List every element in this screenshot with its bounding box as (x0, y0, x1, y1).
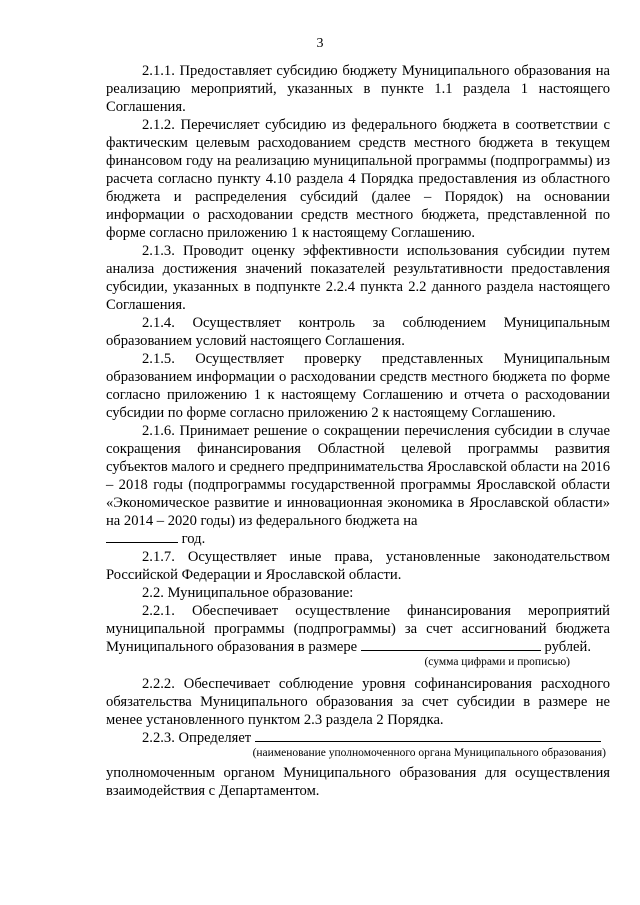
paragraph-2-2: 2.2. Муниципальное образование: (142, 585, 354, 601)
amount-caption: (сумма цифрами и прописью) (424, 656, 570, 668)
paragraph-2-1-2: 2.1.2. Перечисляет субсидию из федерального бюджета в соответствии с фактическим целевым расходованием средств местного бюджета в текущем финансовом году на реализацию муниципальной программы (подпрограммы) из расчета согласно пункту 4.10 раздела 4 Порядка предоставления из областного бюджета и распределения субсидий (далее – Порядок) на основании информации о расходовании средств местного бюджета, представленной по форме согласно приложению 1 к настоящему Соглашению. (106, 117, 610, 241)
paragraph-2-2-1-text: 2.2.1. Обеспечивает осуществление финансирования мероприятий муниципальной программы (подпрограммы) за счет ассигнований бюджета Муниципального образования в размере (106, 603, 610, 655)
year-blank-line (106, 530, 178, 543)
paragraph-2-2-3-continued: уполномоченным органом Муниципального образования для осуществления взаимодействия с Департаментом. (106, 765, 610, 799)
authority-blank-line (255, 729, 601, 742)
amount-blank-line (361, 638, 541, 651)
document-body (106, 62, 610, 800)
paragraph-2-1-3: 2.1.3. Проводит оценку эффективности использования субсидии путем анализа достижения значений показателей результативности предоставления субсидии, указанных в подпункте 2.2.4 пункта 2.2 данного раздела настоящего Соглашения. (106, 243, 610, 313)
paragraph-2-1-7: 2.1.7. Осуществляет иные права, установленные законодательством Российской Федерации и Ярославской области. (106, 549, 610, 583)
paragraph-2-1-6-tail: год. (181, 531, 206, 547)
page-number: 3 (316, 36, 324, 51)
paragraph-2-1-4: 2.1.4. Осуществляет контроль за соблюдением Муниципальным образованием условий настоящего Соглашения. (106, 315, 610, 349)
paragraph-2-1-6 (106, 422, 610, 548)
paragraph-2-1-6-text: 2.1.6. Принимает решение о сокращении перечисления субсидии в случае сокращения финансирования Областной целевой программы развития субъектов малого и среднего предпринимательства Ярославской области на 2016 – 2018 годы (подпрограммы государственной программы Ярославской области «Экономическое развитие и инновационная экономика в Ярославской области» на 2014 – 2020 годы) из федерального бюджета на (106, 423, 611, 529)
paragraph-2-1-1: 2.1.1. Предоставляет субсидию бюджету Муниципального образования на реализацию мероприятий, указанных в пункте 1.1 раздела 1 настоящего Соглашения. (106, 63, 610, 115)
paragraph-2-2-3 (106, 729, 610, 747)
paragraph-2-2-1 (106, 602, 610, 656)
authority-caption: (наименование уполномоченного органа Муниципального образования) (252, 747, 606, 759)
paragraph-2-2-3-text: 2.2.3. Определяет (142, 730, 252, 746)
paragraph-2-2-1-tail: рублей. (544, 639, 591, 655)
paragraph-2-2-2: 2.2.2. Обеспечивает соблюдение уровня софинансирования расходного обязательства Муниципального образования за счет субсидии в размере не менее установленного пунктом 2.3 раздела 2 Порядка. (106, 676, 610, 728)
paragraph-2-1-5: 2.1.5. Осуществляет проверку представленных Муниципальным образованием информации о расходовании средств местного бюджета по форме согласно приложению 1 к настоящему Соглашению и отчета о расходовании субсидии по форме согласно приложению 2 к настоящему Соглашению. (106, 351, 610, 421)
